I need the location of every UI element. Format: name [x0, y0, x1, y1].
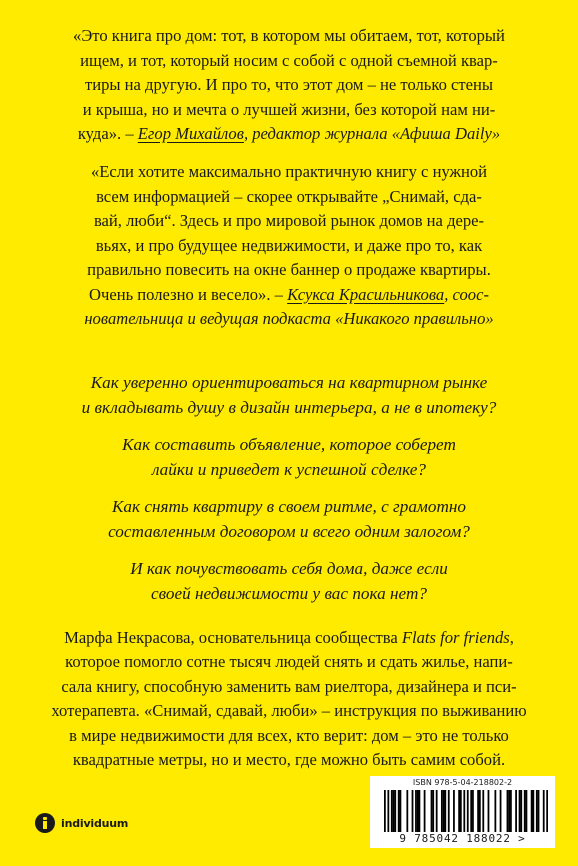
quote-line: всем информацией – скорее открывайте „Снимай, сда- — [96, 186, 482, 206]
barcode-bar — [394, 790, 396, 832]
blurb-quote-2 — [0, 160, 578, 332]
question-line: Как уверенно ориентироваться на квартирном рынке — [90, 373, 488, 392]
barcode-bar — [532, 790, 534, 832]
quote-text-end: Очень полезно и весело». – — [89, 284, 288, 304]
quote-author: Ксукса Красильникова — [287, 284, 445, 304]
question-line: И как почувствовать себя дома, даже если — [130, 559, 448, 578]
question-group — [0, 371, 578, 420]
barcode-bar — [436, 790, 438, 832]
barcode-bar — [494, 790, 496, 832]
description-line: которое помогло сотне тысяч людей снять и сдать жилье, напи- — [65, 652, 513, 672]
info-i-icon — [35, 813, 55, 833]
publisher-name: individuum — [61, 816, 129, 830]
quote-line: «Это книга про дом: тот, в котором мы обитаем, тот, который — [73, 26, 505, 45]
barcode-bar — [391, 790, 393, 832]
quote-author-role: , редактор журнала «Афиша Daily» — [243, 124, 501, 143]
quote-author: Егор Михайлов — [137, 124, 244, 143]
barcode-bar — [479, 790, 481, 832]
barcode-bars — [384, 790, 548, 832]
description-line: хотерапевта. «Снимай, сдавай, люби» – инструкция по выживанию — [51, 701, 527, 721]
question-group — [0, 433, 578, 482]
barcode-bar — [538, 790, 540, 832]
question-group — [0, 557, 578, 606]
barcode-bar — [398, 790, 400, 832]
question-line: Как составить объявление, которое соберет — [122, 435, 456, 454]
barcode-bar — [415, 790, 417, 832]
description-line — [0, 626, 578, 650]
isbn-barcode — [370, 776, 555, 848]
description-text: , — [509, 628, 514, 647]
description-text: Марфа Некрасова, основательница сообщества — [64, 628, 402, 647]
barcode-bar — [531, 790, 533, 832]
question-line: лайки и приведет к успешной сделке? — [151, 459, 427, 479]
barcode-bar — [488, 790, 490, 832]
barcode-bar — [477, 790, 479, 832]
barcode-bar — [384, 790, 386, 832]
description-line: в мире недвижимости для всех, кто верит: дом – это не только — [69, 725, 509, 745]
barcode-bar — [515, 790, 517, 832]
barcode-bar — [432, 790, 434, 832]
author-description — [0, 626, 578, 772]
quote-attribution-line — [0, 122, 578, 147]
quote-line: правильно повесить на окне баннер о продаже квартиры. — [87, 260, 491, 279]
barcode-bar — [460, 790, 462, 832]
barcode-bar — [508, 790, 510, 832]
barcode-bar — [507, 790, 509, 832]
barcode-bar — [387, 790, 389, 832]
barcode-bar — [412, 790, 414, 832]
blurb-quote-1 — [0, 24, 578, 147]
barcode-bar — [458, 790, 460, 832]
barcode-bar — [448, 790, 450, 832]
description-line: сала книгу, способную заменить вам риелтора, дизайнера и пси- — [61, 676, 517, 696]
barcode-bar — [472, 790, 474, 832]
barcode-bar — [419, 790, 421, 832]
question-line: и вкладывать душу в дизайн интерьера, а не в ипотеку? — [81, 397, 497, 417]
barcode-bar — [524, 790, 526, 832]
barcode-bar — [470, 790, 472, 832]
quote-line: тиры на другую. И про то, что этот дом – не только стены — [84, 75, 494, 94]
barcode-bar — [444, 790, 446, 832]
isbn-label: ISBN 978-5-04-218802-2 — [412, 778, 513, 787]
quote-line: «Если хотите максимально практичную книгу с нужной — [90, 162, 488, 181]
barcode-bar — [482, 790, 484, 832]
questions-section — [0, 371, 578, 619]
barcode-bar — [536, 790, 538, 832]
barcode-bar — [526, 790, 528, 832]
barcode-bar — [400, 790, 402, 832]
barcode-bar — [406, 790, 408, 832]
barcode-bar — [441, 790, 443, 832]
quote-line: и крыша, но и мечта о лучшей жизни, без которой нам ни- — [82, 99, 496, 119]
barcode-bar — [393, 790, 395, 832]
barcode-bar — [431, 790, 433, 832]
barcode-bar — [417, 790, 419, 832]
question-line: составленным договором и всего одним залогом? — [108, 521, 470, 541]
barcode-bar — [467, 790, 469, 832]
question-line: Как снять квартиру в своем ритме, с грамотно — [111, 497, 467, 516]
barcode-bar — [463, 790, 465, 832]
question-group — [0, 495, 578, 544]
publisher-logo — [35, 813, 128, 833]
quote-author-role: , соос- — [444, 284, 489, 304]
question-line: своей недвижимости у вас пока нет? — [151, 583, 427, 603]
quote-author-role-cont: новательница и ведущая подкаста «Никакого правильно» — [84, 309, 494, 328]
barcode-bar — [543, 790, 545, 832]
community-name: Flats for friends — [401, 628, 510, 647]
quote-line: вьях, и про будущее недвижимости, и даже про то, как — [95, 235, 483, 255]
barcode-bar — [453, 790, 455, 832]
barcode-digits: 9 785042 188022 > — [399, 832, 526, 845]
barcode-bar — [546, 790, 548, 832]
quote-line: ищем, и тот, который носим с собой с одной съемной квар- — [80, 50, 498, 70]
quote-attribution-line — [0, 283, 578, 308]
barcode-bar — [500, 790, 502, 832]
barcode-bar — [520, 790, 522, 832]
barcode-bar — [519, 790, 521, 832]
barcode-bar — [424, 790, 426, 832]
quote-line: вай, люби“. Здесь и про мировой рынок домов на дере- — [93, 211, 485, 230]
barcode-bar — [510, 790, 512, 832]
quote-text-end: куда». – — [77, 124, 138, 143]
barcode-bar — [443, 790, 445, 832]
description-line: квадратные метры, но и место, где можно быть самим собой. — [72, 750, 506, 770]
